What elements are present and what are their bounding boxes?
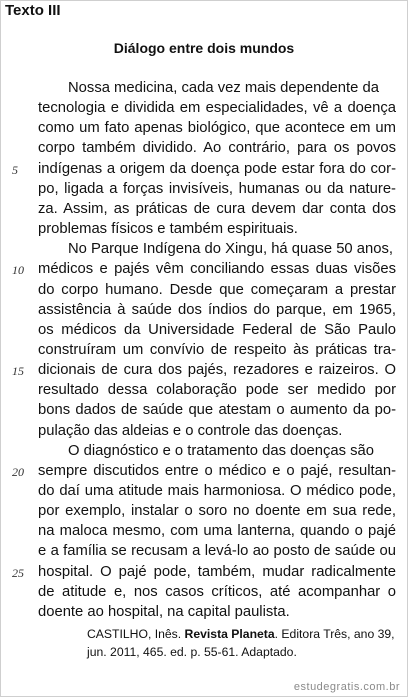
text-line: como um fato apenas biológico, que acontece em um — [38, 120, 396, 137]
text-line: construíram um convívio de respeito às práticas tra- — [38, 341, 396, 358]
text-line: resultado dessa colaboração pode ser medido por — [38, 382, 396, 399]
text-line: doente ao hospital, na capital paulista. — [38, 603, 290, 620]
text-line: do daí uma atitude mais harmoniosa. O médico pode, — [38, 483, 396, 499]
line-number: 25 — [12, 565, 24, 580]
text-line: problemas físicos e também espirituais. — [38, 221, 298, 238]
text-line: sempre discutidos entre o médico e o pajé, resultan- — [38, 462, 396, 479]
line-number: 5 — [12, 162, 18, 177]
text-line: Nossa medicina, cada vez mais dependente da — [68, 80, 379, 96]
line-number: 15 — [12, 364, 24, 379]
text-line: e a família se recusam a levá-lo ao posto de saúde ou — [38, 543, 396, 560]
text-line: indígenas a origem da doença pode estar fora do cor- — [38, 160, 396, 177]
text-line: dicionais de cura dos pajés, rezadores e raizeiros. O — [38, 362, 396, 379]
text-line: bons dados de saúde que atestam o aumento da po- — [38, 402, 396, 419]
text-line: assistência à saúde dos índios do parque, em 1965, — [38, 301, 396, 318]
text-heading: Texto III — [5, 2, 61, 19]
text-line: No Parque Indígena do Xingu, há quase 50 anos, — [68, 241, 393, 258]
citation-author: CASTILHO, Inês. — [87, 627, 182, 641]
line-number: 20 — [12, 464, 24, 479]
citation-details-1: . Editora Três, ano 39, — [274, 627, 395, 641]
text-line: tecnologia e dividida em especialidades, vê a doença — [38, 100, 396, 117]
text-line: hospital. O pajé pode, também, mudar radicalmente — [38, 563, 396, 580]
citation-details-2: jun. 2011, 465. ed. p. 55-61. Adaptado. — [87, 645, 297, 659]
text-line: pulação das aldeias e o controle das doenças. — [38, 422, 343, 439]
text-line: corpo também dividido. Ao contrário, para os povos — [38, 140, 396, 157]
text-line: O diagnóstico e o tratamento das doenças são — [68, 442, 374, 459]
article-title: Diálogo entre dois mundos — [113, 40, 295, 56]
citation-line-2 — [87, 643, 399, 661]
text-line: za. Assim, as práticas de cura devem dar conta dos — [38, 200, 396, 217]
citation-publication: Revista Planeta — [184, 627, 275, 641]
text-line: po, ligada a forças invisíveis, humanas ou da nature- — [38, 180, 396, 197]
source-watermark: estudegratis.com.br — [293, 681, 400, 693]
text-line: por exemplo, instalar o soro no doente em sua rede, — [38, 503, 396, 520]
citation-line-1 — [87, 625, 399, 643]
text-line: de atitude e, nos casos críticos, até acompanhar o — [38, 583, 396, 600]
text-line: médicos e pajés vêm conciliando essas duas visões — [38, 261, 396, 278]
text-line: os médicos da Universidade Federal de São Paulo — [38, 321, 396, 338]
text-line: na maloca mesmo, com uma lanterna, quando o pajé — [38, 523, 396, 540]
text-line: do corpo humano. Desde que começaram a prestar — [38, 281, 396, 298]
line-number: 10 — [12, 263, 24, 278]
